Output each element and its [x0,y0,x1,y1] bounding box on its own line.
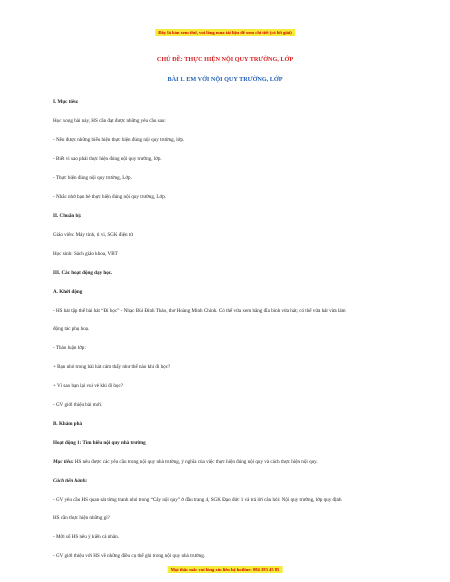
objective-item: - Thực hiện đúng nội quy trường, Lớp. [53,175,132,181]
song-line-1: - HS hát tập thể bài hát “Đi học” - Nhạc Bùi Đình Thảo, thơ Hoàng Minh Chính. Có thể vừa xem băng đĩa bình vừa hát; có thể vừa hát vừa làm [53,308,346,314]
step-1-line-1: - GV yêu cầu HS quan sát từng tranh nhỏ trong “Cây nội quy” ở đầu trang 4, SGK Đạo đức 1 và trả lời câu hỏi: Nội quy trường, lớp quy định [53,497,342,503]
part-a-heading: A. Khởi động [53,289,83,295]
step-2: - Mời số HS nêu ý kiến cá nhân. [53,534,119,540]
objective-item: - Nêu được những biểu hiện thực hiện đúng nội quy trường, lớp. [53,137,185,143]
question-1: + Bạn nhỏ trong bài hát cảm thấy như thế nào khi đi học? [53,364,171,370]
step-1-paragraph [53,497,408,522]
goal-paragraph [53,459,408,466]
topic-title: CHỦ ĐỀ: THỰC HIỆN NỘI QUY TRƯỜNG, LỚP [156,56,294,63]
teacher-prep: Giáo viên: Máy tính, ti vi, SGK điện tử [53,232,134,238]
step-1-line-2: HS cần thực hiện những gì? [53,515,110,521]
goal-label: Mục tiêu: [53,459,74,465]
method-label: Cách tiến hành: [53,478,88,484]
song-paragraph [53,308,408,333]
new-lesson-intro: - GV giới thiệu bài mới. [53,402,103,408]
goal-text: HS nêu được các yêu cầu trong nội quy nhà trường, ý nghĩa của việc thực hiện đúng nội quy và cách thực hiện nội quy. [73,459,318,465]
question-2: + Vì sao bạn lại vui vẻ khi đi học? [53,383,123,389]
section2-heading: II. Chuẩn bị: [53,213,82,219]
section1-heading: I. Mục tiêu: [53,99,79,105]
lesson-title: BÀI 1. EM VỚI NỘI QUY TRƯỜNG, LỚP [167,76,283,83]
section1-intro: Học xong bài này, HS cần đạt được những yêu cầu sau: [53,118,166,124]
song-line-2: động tác phụ hoạ. [53,326,90,332]
objective-item: - Nhắc nhở bạn bè thực hiện đúng nội quy trường, Lớp. [53,194,167,200]
preview-banner: Đây là bản xem thử, vui lòng mua tài liệu để xem chi tiết (có lời giải) [155,29,295,36]
part-b-heading: B. Khám phá [53,421,83,427]
objective-item: - Biết vì sao phải thực hiện đúng nội quy trường, lớp. [53,156,162,162]
activity-1-heading: Hoạt động 1: Tìm hiểu nội quy nhà trường [53,440,146,446]
hotline-banner: Mọi thắc mắc vui lòng xin liên hệ hotline: 084 283 45 85 [168,566,283,573]
discussion-label: - Thảo luận lớp: [53,345,86,351]
student-prep: Học sinh: Sách giáo khoa, VBT [53,251,118,257]
step-3: - GV giới thiệu với HS về những điều cụ thể ghi trong nội quy nhà trường. [53,553,206,559]
document-body [53,99,408,572]
section3-heading: III. Các hoạt động dạy học. [53,270,113,276]
